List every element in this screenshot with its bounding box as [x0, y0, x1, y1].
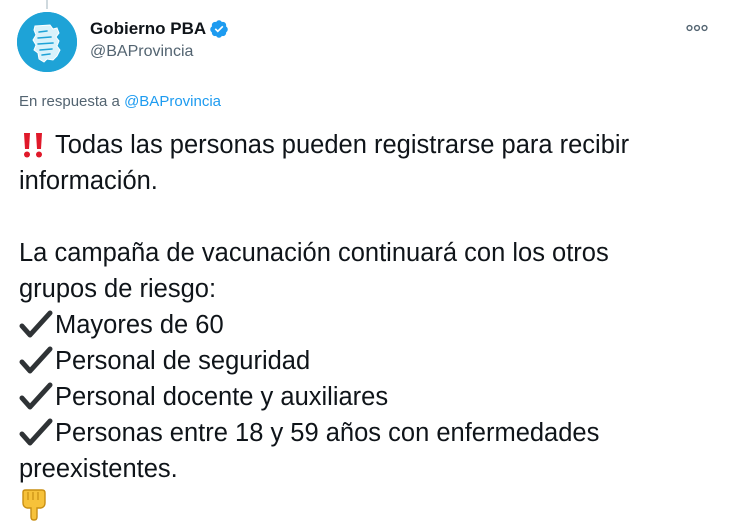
check-mark-icon — [19, 310, 53, 340]
blank-line — [19, 199, 719, 235]
tweet-line — [19, 127, 719, 163]
author-name-row — [90, 18, 229, 40]
reply-context — [19, 93, 221, 110]
tweet-line — [19, 163, 719, 199]
list-item — [19, 343, 719, 379]
list-item-label: Mayores de 60 — [55, 311, 224, 339]
tweet-text-line: Todas las personas pueden registrarse para recibir — [55, 131, 630, 159]
check-mark-icon — [19, 382, 53, 412]
double-exclamation-icon — [19, 130, 49, 160]
list-item-continuation-text: preexistentes. — [19, 455, 178, 483]
province-map-avatar — [17, 12, 77, 72]
list-item — [19, 307, 719, 343]
thread-connector-line — [46, 0, 48, 9]
list-item-label: Personal de seguridad — [55, 347, 311, 375]
tweet-line — [19, 235, 719, 271]
reply-prefix: En respuesta a — [19, 93, 120, 110]
avatar[interactable] — [17, 12, 77, 72]
tweet-text-line: información. — [19, 167, 158, 195]
check-mark-icon — [19, 346, 53, 376]
tweet-text-line: La campaña de vacunación continuará con los otros — [19, 239, 609, 267]
list-item-label: Personas entre 18 y 59 años con enfermedades — [55, 419, 600, 447]
tweet-line — [19, 487, 719, 523]
backhand-index-pointing-down-icon — [19, 488, 49, 522]
tweet-line — [19, 271, 719, 307]
author-display-name[interactable]: Gobierno PBA — [90, 19, 207, 38]
list-item-continuation — [19, 451, 719, 487]
author-handle[interactable]: @BAProvincia — [90, 43, 194, 60]
tweet-text-line: grupos de riesgo: — [19, 275, 217, 303]
tweet-author — [90, 18, 229, 61]
list-item — [19, 415, 719, 451]
more-options-button[interactable] — [684, 18, 710, 38]
list-item-label: Personal docente y auxiliares — [55, 383, 389, 411]
list-item — [19, 379, 719, 415]
tweet-text — [19, 127, 719, 523]
reply-mention-link[interactable]: @BAProvincia — [124, 93, 222, 110]
verified-badge-icon — [209, 19, 229, 39]
check-mark-icon — [19, 418, 53, 448]
more-dots-icon — [686, 24, 708, 32]
